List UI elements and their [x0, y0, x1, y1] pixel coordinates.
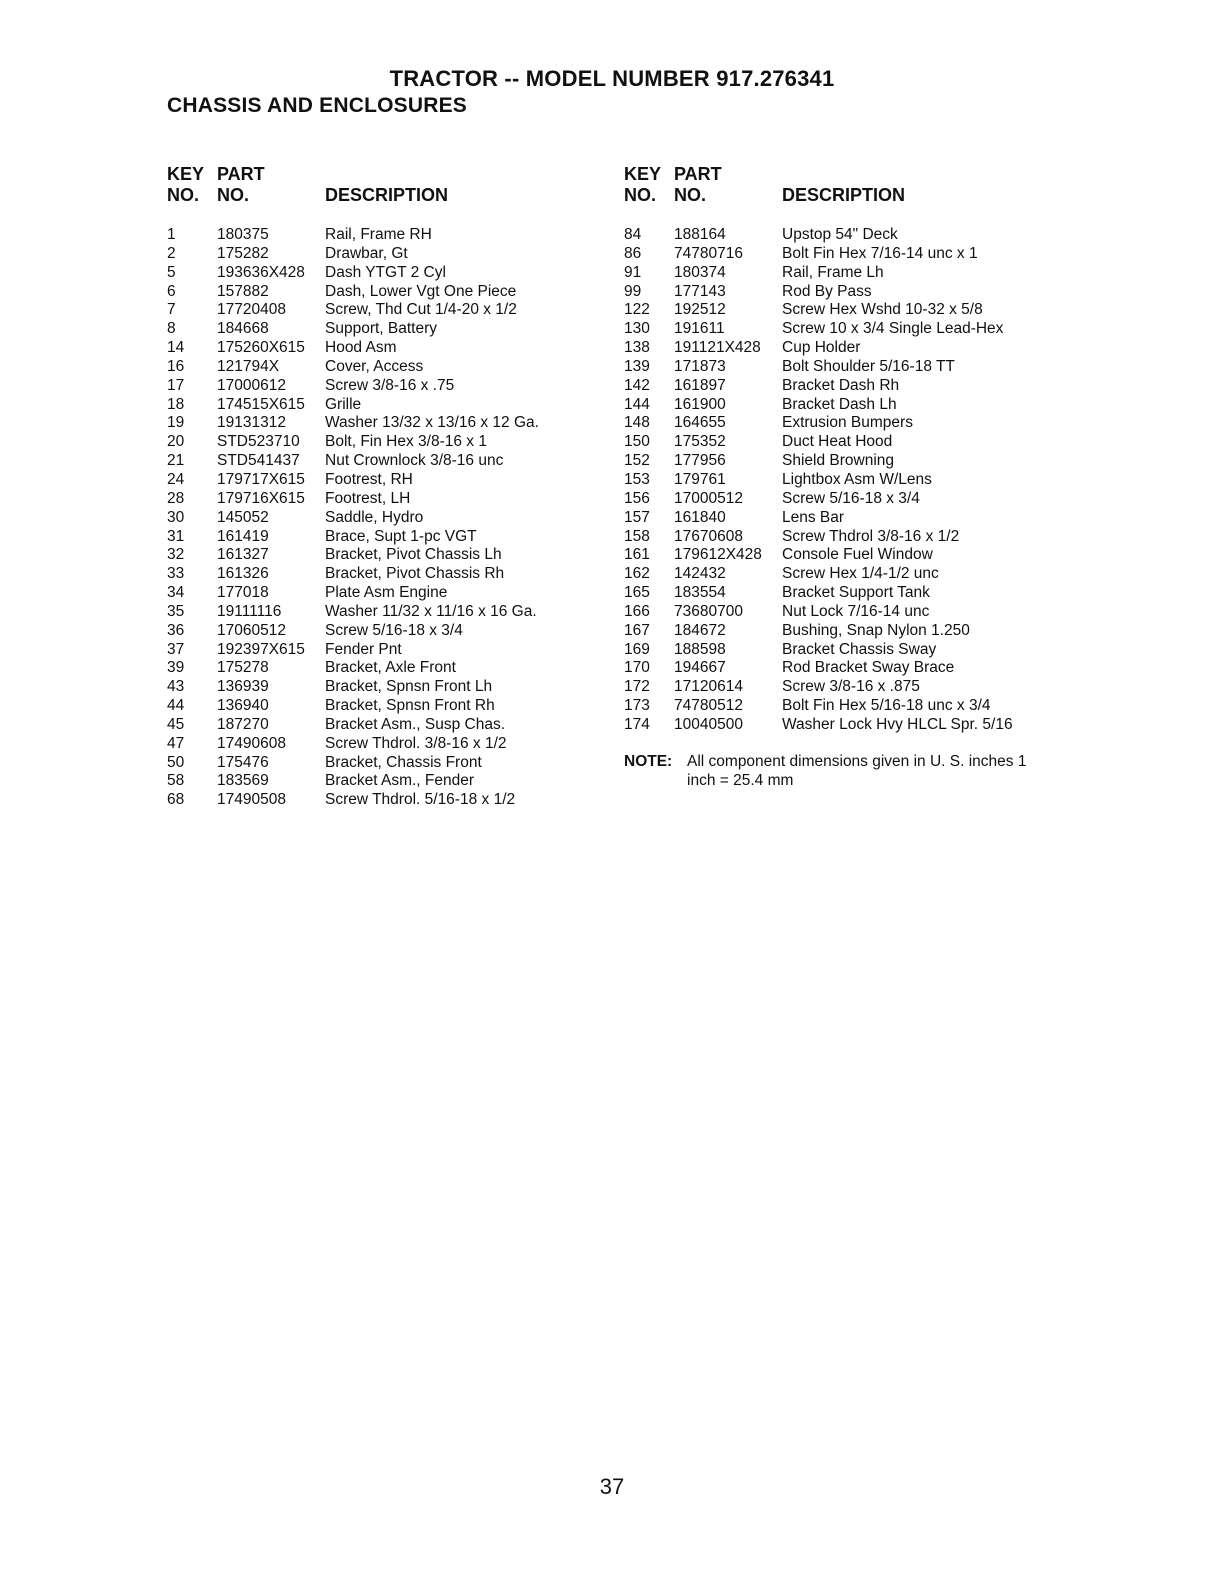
part-description: Rod Bracket Sway Brace	[782, 659, 955, 677]
key-no: 34	[167, 584, 185, 602]
part-no: 171873	[674, 357, 726, 375]
key-no: 166	[624, 602, 650, 620]
parts-table-left	[167, 164, 587, 810]
part-no: 184672	[674, 621, 726, 639]
part-no: 17670608	[674, 527, 743, 545]
key-no: 152	[624, 452, 650, 470]
key-no: 99	[624, 282, 642, 300]
key-no: 16	[167, 357, 185, 375]
table-row	[624, 245, 1064, 264]
table-row	[624, 320, 1064, 339]
part-no: STD541437	[217, 452, 300, 470]
part-description: Screw, Thd Cut 1/4-20 x 1/2	[325, 301, 517, 319]
part-no: 17060512	[217, 621, 286, 639]
part-description: Screw Hex Wshd 10-32 x 5/8	[782, 301, 983, 319]
table-row	[167, 283, 587, 302]
table-row	[167, 414, 587, 433]
table-row	[167, 772, 587, 791]
part-description: Washer 13/32 x 13/16 x 12 Ga.	[325, 414, 539, 432]
description-header: DESCRIPTION	[325, 185, 449, 205]
key-no: 58	[167, 772, 185, 790]
table-row	[167, 396, 587, 415]
table-row	[624, 603, 1064, 622]
table-row	[167, 452, 587, 471]
key-no: 2	[167, 244, 176, 262]
key-header-line1: KEY	[167, 164, 205, 184]
table-row	[624, 414, 1064, 433]
part-header-line2: NO.	[217, 185, 250, 205]
parts-list-right	[624, 226, 1064, 735]
key-no: 162	[624, 565, 650, 583]
part-description: Bracket Dash Rh	[782, 376, 900, 394]
part-no: 17720408	[217, 301, 286, 319]
part-description: Brace, Supt 1-pc VGT	[325, 527, 477, 545]
part-description: Bracket, Pivot Chassis Rh	[325, 565, 505, 583]
table-row	[167, 659, 587, 678]
key-no: 68	[167, 791, 185, 809]
key-no: 44	[167, 697, 185, 715]
part-no: 174515X615	[217, 395, 305, 413]
key-no: 158	[624, 527, 650, 545]
table-row	[167, 245, 587, 264]
key-no: 169	[624, 640, 650, 658]
key-no: 19	[167, 414, 185, 432]
key-no: 17	[167, 376, 185, 394]
part-header-line2: NO.	[674, 185, 707, 205]
part-description: Dash, Lower Vgt One Piece	[325, 282, 517, 300]
table-row	[624, 433, 1064, 452]
part-description: Screw Thdrol. 3/8-16 x 1/2	[325, 734, 507, 752]
table-row	[624, 565, 1064, 584]
part-description: Bolt Fin Hex 7/16-14 unc x 1	[782, 244, 978, 262]
part-description: Fender Pnt	[325, 640, 402, 658]
part-description: Nut Crownlock 3/8-16 unc	[325, 452, 504, 470]
part-description: Screw 10 x 3/4 Single Lead-Hex	[782, 320, 1004, 338]
part-no: 193636X428	[217, 263, 305, 281]
table-row	[167, 339, 587, 358]
key-no: 36	[167, 621, 185, 639]
part-description: Bolt Fin Hex 5/16-18 unc x 3/4	[782, 697, 991, 715]
part-no: 19131312	[217, 414, 286, 432]
part-description: Drawbar, Gt	[325, 244, 408, 262]
table-row	[624, 283, 1064, 302]
key-no: 50	[167, 753, 185, 771]
table-row	[624, 697, 1064, 716]
key-no: 14	[167, 339, 185, 357]
part-description: Cover, Access	[325, 357, 424, 375]
part-description: Rod By Pass	[782, 282, 872, 300]
key-no: 30	[167, 508, 185, 526]
part-no: 194667	[674, 659, 726, 677]
part-no: 180374	[674, 263, 726, 281]
part-description: Console Fuel Window	[782, 546, 933, 564]
table-row	[167, 471, 587, 490]
part-no: 175476	[217, 753, 269, 771]
part-no: 175278	[217, 659, 269, 677]
key-no: 5	[167, 263, 176, 281]
key-no: 148	[624, 414, 650, 432]
part-no: 161897	[674, 376, 726, 394]
table-row	[167, 603, 587, 622]
key-no: 35	[167, 602, 185, 620]
key-no: 142	[624, 376, 650, 394]
section-title: CHASSIS AND ENCLOSURES	[167, 94, 467, 117]
part-description: Bracket, Pivot Chassis Lh	[325, 546, 502, 564]
part-description: Screw 3/8-16 x .875	[782, 678, 920, 696]
part-no: 161327	[217, 546, 269, 564]
part-no: 187270	[217, 715, 269, 733]
part-no: STD523710	[217, 433, 300, 451]
key-no: 174	[624, 715, 650, 733]
table-row	[167, 528, 587, 547]
key-no: 86	[624, 244, 642, 262]
table-row	[624, 264, 1064, 283]
part-no: 73680700	[674, 602, 743, 620]
part-no: 157882	[217, 282, 269, 300]
part-description: Screw 5/16-18 x 3/4	[782, 489, 920, 507]
key-no: 8	[167, 320, 176, 338]
key-no: 47	[167, 734, 185, 752]
table-row	[167, 565, 587, 584]
table-row	[624, 509, 1064, 528]
part-description: Lens Bar	[782, 508, 845, 526]
part-no: 17490508	[217, 791, 286, 809]
part-description: Bracket, Spnsn Front Rh	[325, 697, 495, 715]
key-no: 20	[167, 433, 185, 451]
key-no: 139	[624, 357, 650, 375]
key-no: 167	[624, 621, 650, 639]
part-no: 179716X615	[217, 489, 305, 507]
key-no: 18	[167, 395, 185, 413]
part-description: Bracket Chassis Sway	[782, 640, 937, 658]
table-row	[624, 226, 1064, 245]
part-description: Bracket Dash Lh	[782, 395, 897, 413]
part-description: Bolt, Fin Hex 3/8-16 x 1	[325, 433, 487, 451]
key-no: 28	[167, 489, 185, 507]
part-header-line1: PART	[674, 164, 722, 184]
part-description: Bracket, Chassis Front	[325, 753, 482, 771]
part-no: 179761	[674, 470, 726, 488]
part-no: 188164	[674, 226, 726, 243]
key-no: 161	[624, 546, 650, 564]
key-no: 45	[167, 715, 185, 733]
table-row	[624, 678, 1064, 697]
table-row	[624, 716, 1064, 735]
key-no: 43	[167, 678, 185, 696]
table-row	[624, 584, 1064, 603]
table-row	[167, 791, 587, 810]
key-no: 32	[167, 546, 185, 564]
part-header-line1: PART	[217, 164, 265, 184]
part-description: Dash YTGT 2 Cyl	[325, 263, 446, 281]
table-row	[167, 641, 587, 660]
table-row	[167, 226, 587, 245]
table-row	[167, 584, 587, 603]
part-no: 177956	[674, 452, 726, 470]
part-description: Saddle, Hydro	[325, 508, 424, 526]
table-row	[167, 716, 587, 735]
part-description: Rail, Frame RH	[325, 226, 432, 243]
key-no: 6	[167, 282, 176, 300]
table-row	[624, 339, 1064, 358]
part-description: Nut Lock 7/16-14 unc	[782, 602, 930, 620]
part-no: 184668	[217, 320, 269, 338]
part-description: Hood Asm	[325, 339, 397, 357]
part-description: Footrest, RH	[325, 470, 413, 488]
key-no: 84	[624, 226, 642, 243]
part-no: 136940	[217, 697, 269, 715]
table-row	[624, 546, 1064, 565]
note-label: NOTE:	[624, 753, 673, 770]
part-no: 17120614	[674, 678, 743, 696]
part-no: 179612X428	[674, 546, 762, 564]
part-no: 164655	[674, 414, 726, 432]
key-header-line2: NO.	[624, 185, 657, 205]
table-row	[624, 641, 1064, 660]
key-no: 170	[624, 659, 650, 677]
key-no: 165	[624, 584, 650, 602]
part-no: 192397X615	[217, 640, 305, 658]
page-number: 37	[599, 1474, 625, 1499]
table-row	[167, 490, 587, 509]
part-description: Screw Thdrol 3/8-16 x 1/2	[782, 527, 960, 545]
part-description: Footrest, LH	[325, 489, 411, 507]
part-no: 19111116	[217, 602, 282, 620]
key-no: 122	[624, 301, 650, 319]
part-description: Screw Hex 1/4-1/2 unc	[782, 565, 939, 583]
table-row	[167, 697, 587, 716]
key-no: 7	[167, 301, 176, 319]
part-description: Bracket, Axle Front	[325, 659, 456, 677]
key-no: 138	[624, 339, 650, 357]
key-no: 37	[167, 640, 185, 658]
parts-list-left	[167, 226, 587, 810]
key-no: 173	[624, 697, 650, 715]
table-row	[167, 678, 587, 697]
key-no: 1	[167, 226, 176, 243]
part-no: 177018	[217, 584, 269, 602]
table-row	[624, 622, 1064, 641]
part-description: Washer Lock Hvy HLCL Spr. 5/16	[782, 715, 1013, 733]
part-no: 179717X615	[217, 470, 305, 488]
table-row	[167, 433, 587, 452]
table-row	[167, 264, 587, 283]
table-row	[167, 754, 587, 773]
key-header-line1: KEY	[624, 164, 662, 184]
part-no: 180375	[217, 226, 269, 243]
key-no: 24	[167, 470, 185, 488]
part-description: Cup Holder	[782, 339, 861, 357]
page-title: TRACTOR -- MODEL NUMBER 917.276341	[389, 66, 835, 91]
part-description: Lightbox Asm W/Lens	[782, 470, 932, 488]
part-no: 136939	[217, 678, 269, 696]
table-row	[167, 301, 587, 320]
table-row	[624, 358, 1064, 377]
part-no: 161419	[217, 527, 269, 545]
parts-table-right	[624, 164, 1064, 735]
table-row	[167, 735, 587, 754]
part-description: Bushing, Snap Nylon 1.250	[782, 621, 970, 639]
table-row	[167, 622, 587, 641]
key-header-line2: NO.	[167, 185, 200, 205]
key-no: 21	[167, 452, 185, 470]
part-no: 183569	[217, 772, 269, 790]
key-no: 144	[624, 395, 650, 413]
part-description: Rail, Frame Lh	[782, 263, 884, 281]
key-no: 153	[624, 470, 650, 488]
table-row	[167, 358, 587, 377]
table-row	[624, 471, 1064, 490]
table-row	[624, 396, 1064, 415]
part-no: 161840	[674, 508, 726, 526]
part-no: 175260X615	[217, 339, 305, 357]
table-row	[624, 490, 1064, 509]
table-row	[167, 377, 587, 396]
part-no: 74780716	[674, 244, 743, 262]
part-description: Screw 3/8-16 x .75	[325, 376, 455, 394]
part-description: Bracket Asm., Susp Chas.	[325, 715, 506, 733]
part-no: 121794X	[217, 357, 280, 375]
table-row	[624, 377, 1064, 396]
part-description: Support, Battery	[325, 320, 438, 338]
key-no: 91	[624, 263, 642, 281]
part-description: Screw Thdrol. 5/16-18 x 1/2	[325, 791, 516, 809]
part-description: Grille	[325, 395, 362, 413]
key-no: 157	[624, 508, 650, 526]
table-row	[624, 528, 1064, 547]
key-no: 156	[624, 489, 650, 507]
part-description: Plate Asm Engine	[325, 584, 448, 602]
note-text: All component dimensions given in U. S. inches 1 inch = 25.4 mm	[687, 753, 1027, 789]
table-row	[167, 509, 587, 528]
part-no: 17000612	[217, 376, 286, 394]
key-no: 39	[167, 659, 185, 677]
part-description: Bracket Asm., Fender	[325, 772, 475, 790]
part-description: Duct Heat Hood	[782, 433, 893, 451]
part-no: 175352	[674, 433, 726, 451]
part-no: 142432	[674, 565, 726, 583]
part-no: 191121X428	[674, 339, 761, 357]
table-row	[624, 301, 1064, 320]
part-no: 161326	[217, 565, 269, 583]
part-no: 191611	[674, 320, 725, 338]
part-no: 161900	[674, 395, 726, 413]
part-description: Shield Browning	[782, 452, 895, 470]
part-no: 10040500	[674, 715, 743, 733]
part-no: 17000512	[674, 489, 743, 507]
table-row	[167, 320, 587, 339]
part-no: 188598	[674, 640, 726, 658]
part-description: Bracket, Spnsn Front Lh	[325, 678, 493, 696]
part-description: Bolt Shoulder 5/16-18 TT	[782, 357, 955, 375]
key-no: 130	[624, 320, 650, 338]
part-no: 74780512	[674, 697, 743, 715]
part-no: 177143	[674, 282, 726, 300]
part-no: 17490608	[217, 734, 286, 752]
key-no: 33	[167, 565, 185, 583]
table-row	[624, 452, 1064, 471]
key-no: 150	[624, 433, 650, 451]
part-no: 145052	[217, 508, 269, 526]
part-no: 175282	[217, 244, 269, 262]
table-row	[167, 546, 587, 565]
key-no: 172	[624, 678, 650, 696]
table-header	[624, 164, 1064, 226]
table-header	[167, 164, 587, 226]
description-header: DESCRIPTION	[782, 185, 906, 205]
part-description: Washer 11/32 x 11/16 x 16 Ga.	[325, 602, 537, 620]
part-no: 192512	[674, 301, 726, 319]
part-description: Screw 5/16-18 x 3/4	[325, 621, 463, 639]
part-description: Upstop 54" Deck	[782, 226, 898, 243]
table-row	[624, 659, 1064, 678]
part-no: 183554	[674, 584, 726, 602]
part-description: Bracket Support Tank	[782, 584, 930, 602]
part-description: Extrusion Bumpers	[782, 414, 913, 432]
key-no: 31	[167, 527, 185, 545]
